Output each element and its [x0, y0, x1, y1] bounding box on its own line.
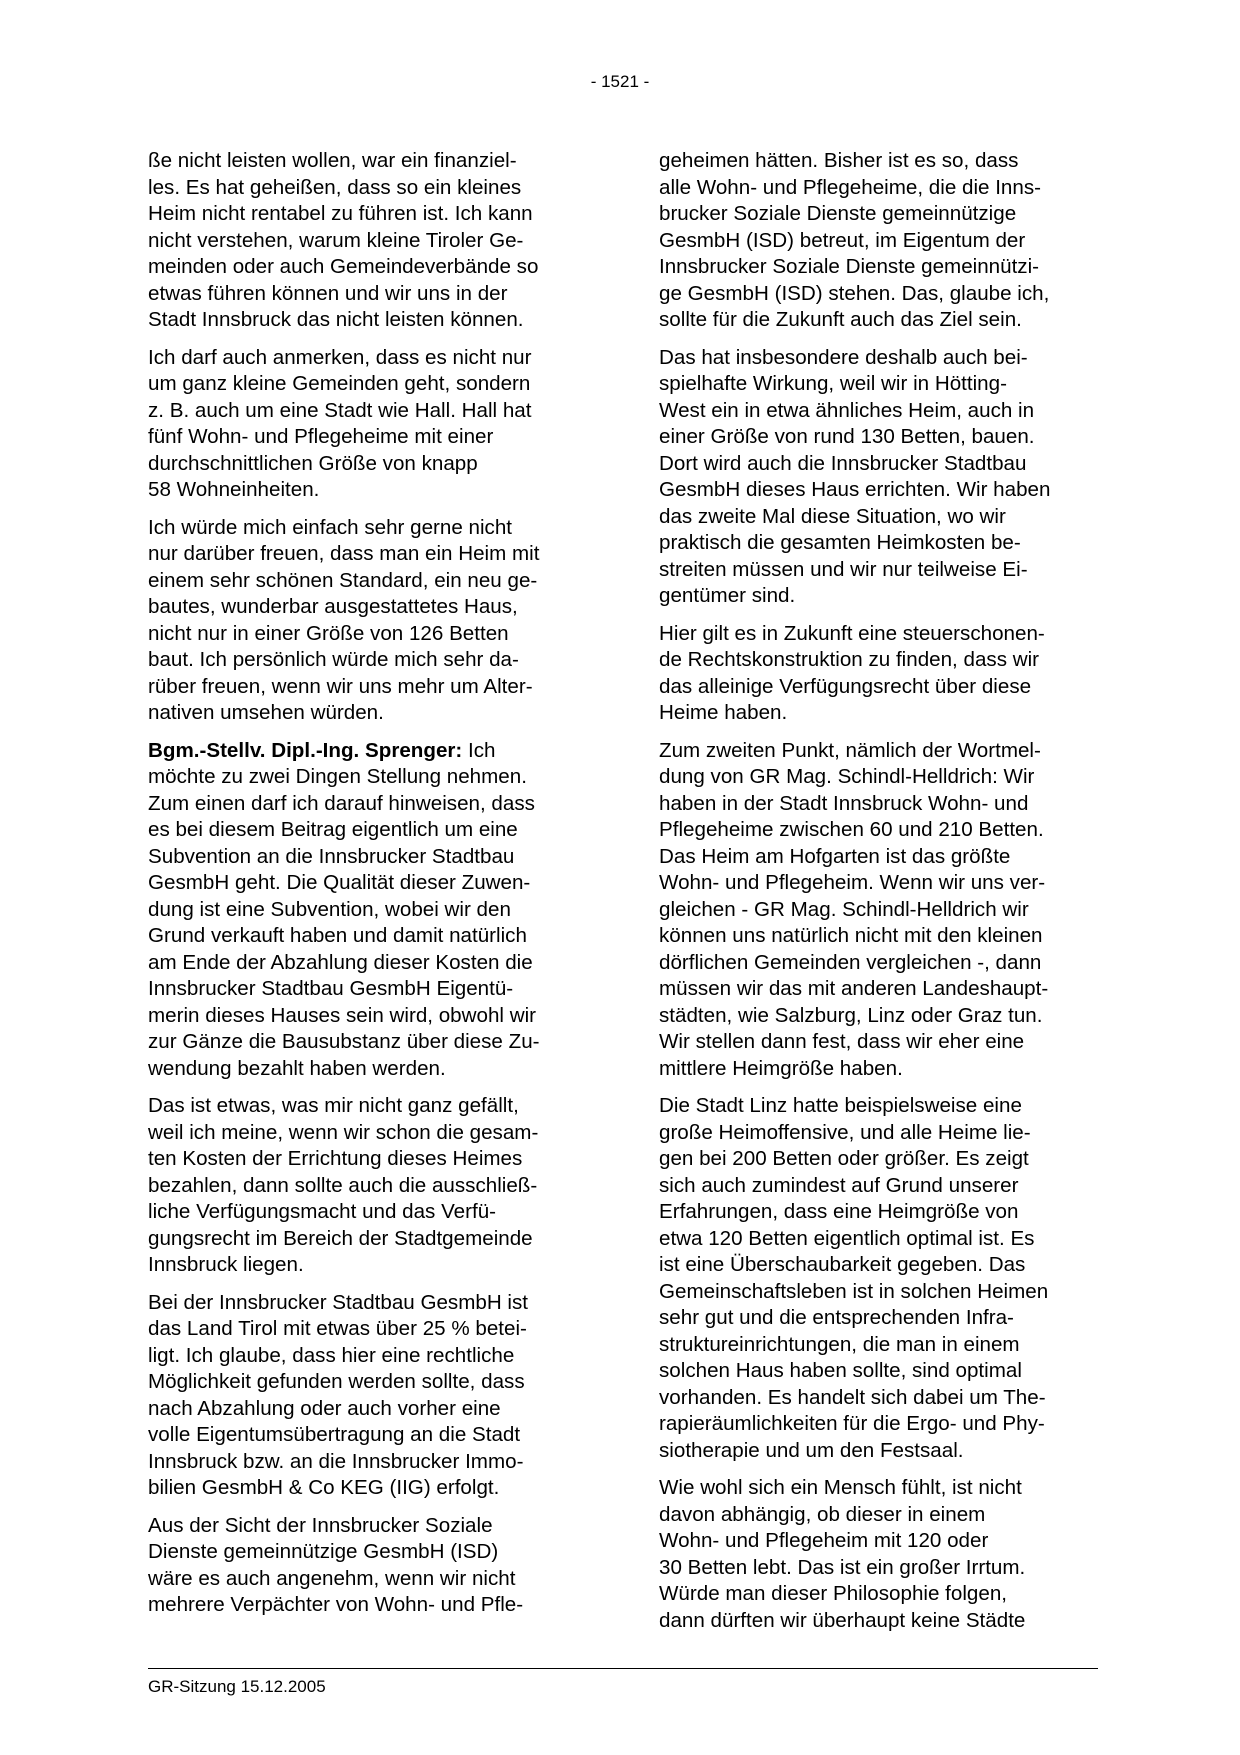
paragraph-line: Dienste gemeinnützige GesmbH (ISD): [148, 1540, 499, 1563]
paragraph-line: rüber freuen, wenn wir uns mehr um Alter-: [148, 674, 533, 698]
paragraph-line: struktureinrichtungen, die man in einem: [659, 1332, 1020, 1356]
paragraph-line: geheimen hätten. Bisher ist es so, dass: [659, 149, 1019, 172]
paragraph-line: Subvention an die Innsbrucker Stadtbau: [148, 844, 515, 868]
footer-session-date: GR-Sitzung 15.12.2005: [148, 1677, 326, 1696]
paragraph-line: meinden oder auch Gemeindeverbände so: [148, 255, 539, 278]
paragraph-line: müssen wir das mit anderen Landeshaupt-: [659, 977, 1049, 1000]
paragraph-line: GesmbH (ISD) betreut, im Eigentum der: [659, 228, 1026, 252]
paragraph-line: bautes, wunderbar ausgestattetes Haus,: [148, 595, 518, 618]
paragraph: [148, 1290, 596, 1502]
paragraph-line: solchen Haus haben sollte, sind optimal: [659, 1359, 1022, 1382]
paragraph-line: dung von GR Mag. Schindl-Helldrich: Wir: [659, 765, 1035, 788]
paragraph-line: davon abhängig, ob dieser in einem: [659, 1502, 986, 1526]
paragraph-line: dörflichen Gemeinden vergleichen -, dann: [659, 950, 1042, 974]
paragraph-line: fünf Wohn- und Pflegeheime mit einer: [148, 425, 494, 448]
paragraph-line: wendung bezahlt haben werden.: [148, 1056, 446, 1080]
paragraph-line: GesmbH dieses Haus errichten. Wir haben: [659, 478, 1051, 501]
paragraph-line: nicht nur in einer Größe von 126 Betten: [148, 621, 509, 645]
paragraph-line: Aus der Sicht der Innsbrucker Soziale: [148, 1513, 493, 1537]
paragraph-line: Das ist etwas, was mir nicht ganz gefällt,: [148, 1094, 519, 1117]
paragraph-line: bilien GesmbH & Co KEG (IIG) erfolgt.: [148, 1476, 500, 1499]
paragraph: [659, 621, 1107, 727]
paragraph-line: merin dieses Hauses sein wird, obwohl wir: [148, 1003, 537, 1027]
paragraph-line: Ich darf auch anmerken, dass es nicht nur: [148, 345, 532, 369]
paragraph-line: Heime haben.: [659, 701, 788, 724]
paragraph-line: spielhafte Wirkung, weil wir in Hötting-: [659, 372, 1007, 395]
paragraph-line: einem sehr schönen Standard, ein neu ge-: [148, 568, 538, 592]
paragraph-line: nativen umsehen würden.: [148, 701, 384, 724]
paragraph: [148, 1513, 596, 1619]
paragraph-line: das Land Tirol mit etwas über 25 % betei-: [148, 1317, 527, 1340]
paragraph-line: liche Verfügungsmacht und das Verfü-: [148, 1200, 497, 1223]
paragraph-line: ligt. Ich glaube, dass hier eine rechtliche: [148, 1343, 515, 1367]
paragraph-line: durchschnittlichen Größe von knapp: [148, 451, 478, 475]
paragraph-line: haben in der Stadt Innsbruck Wohn- und: [659, 791, 1029, 815]
paragraph-line: les. Es hat geheißen, dass so ein kleines: [148, 175, 522, 199]
paragraph-line: Innsbrucker Soziale Dienste gemeinnützi-: [659, 255, 1040, 278]
paragraph: [148, 1093, 596, 1279]
paragraph-line: praktisch die gesamten Heimkosten be-: [659, 531, 1021, 554]
paragraph-line: Gemeinschaftsleben ist in solchen Heimen: [659, 1279, 1049, 1303]
paragraph-line: Erfahrungen, dass eine Heimgröße von: [659, 1200, 1019, 1223]
paragraph-line: sollte für die Zukunft auch das Ziel sein.: [659, 308, 1022, 331]
paragraph-line: Wohn- und Pflegeheim mit 120 oder: [659, 1529, 989, 1552]
footer-divider: [148, 1668, 1098, 1669]
paragraph-line: möchte zu zwei Dingen Stellung nehmen.: [148, 765, 527, 788]
speaker-line-rest: Ich: [468, 738, 496, 762]
paragraph-line: es bei diesem Beitrag eigentlich um eine: [148, 818, 518, 841]
paragraph-line: etwa 120 Betten eigentlich optimal ist. Es: [659, 1226, 1035, 1250]
paragraph-line: ten Kosten der Errichtung dieses Heimes: [148, 1147, 523, 1170]
paragraph-line: brucker Soziale Dienste gemeinnützige: [659, 202, 1017, 225]
paragraph-line: Ich würde mich einfach sehr gerne nicht: [148, 515, 513, 539]
paragraph-line: Innsbrucker Stadtbau GesmbH Eigentü-: [148, 977, 514, 1000]
paragraph-line: städten, wie Salzburg, Linz oder Graz tun.: [659, 1003, 1043, 1027]
paragraph: [659, 148, 1107, 334]
paragraph-line: um ganz kleine Gemeinden geht, sondern: [148, 372, 531, 395]
paragraph-line: einer Größe von rund 130 Betten, bauen.: [659, 425, 1035, 448]
paragraph-line: mehrere Verpächter von Wohn- und Pfle-: [148, 1593, 524, 1616]
paragraph-line: Wohn- und Pflegeheim. Wenn wir uns ver-: [659, 871, 1046, 894]
paragraph-line: dung ist eine Subvention, wobei wir den: [148, 897, 511, 921]
paragraph-line: Heim nicht rentabel zu führen ist. Ich kann: [148, 202, 533, 225]
paragraph-line: ße nicht leisten wollen, war ein finanziel-: [148, 149, 517, 172]
paragraph: [659, 1093, 1107, 1464]
paragraph-line: baut. Ich persönlich würde mich sehr da-: [148, 648, 519, 671]
paragraph-line: am Ende der Abzahlung dieser Kosten die: [148, 950, 533, 974]
paragraph-line: Stadt Innsbruck das nicht leisten können.: [148, 308, 524, 331]
speaker-name: Bgm.-Stellv. Dipl.-Ing. Sprenger:: [148, 738, 463, 762]
paragraph-line: rapieräumlichkeiten für die Ergo- und Phy-: [659, 1412, 1045, 1435]
paragraph-line: Dort wird auch die Innsbrucker Stadtbau: [659, 451, 1027, 475]
paragraph: [659, 738, 1107, 1083]
paragraph-line: können uns natürlich nicht mit den kleinen: [659, 924, 1043, 947]
paragraph-line: Würde man dieser Philosophie folgen,: [659, 1582, 1008, 1605]
paragraph-line: ge GesmbH (ISD) stehen. Das, glaube ich,: [659, 281, 1050, 305]
paragraph-line: volle Eigentumsübertragung an die Stadt: [148, 1423, 521, 1446]
paragraph-line: bezahlen, dann sollte auch die ausschließ-: [148, 1173, 538, 1197]
paragraph-line: Innsbruck bzw. an die Innsbrucker Immo-: [148, 1449, 524, 1473]
paragraph-line: etwas führen können und wir uns in der: [148, 281, 508, 305]
paragraph-line: 58 Wohneinheiten.: [148, 478, 320, 501]
paragraph-line: Wir stellen dann fest, dass wir eher eine: [659, 1030, 1025, 1053]
paragraph-line: Grund verkauft haben und damit natürlich: [148, 924, 527, 947]
paragraph-line: West ein in etwa ähnliches Heim, auch in: [659, 398, 1035, 422]
paragraph-line: gleichen - GR Mag. Schindl-Helldrich wir: [659, 897, 1029, 921]
paragraph-line: Bei der Innsbrucker Stadtbau GesmbH ist: [148, 1290, 529, 1314]
paragraph-line: sich auch zumindest auf Grund unserer: [659, 1173, 1019, 1197]
paragraph-line: Zum zweiten Punkt, nämlich der Wortmel-: [659, 738, 1041, 762]
paragraph-line: nicht verstehen, warum kleine Tiroler Ge-: [148, 228, 524, 252]
paragraph-line: Das Heim am Hofgarten ist das größte: [659, 844, 1011, 868]
paragraph-line: ist eine Überschaubarkeit gegeben. Das: [659, 1253, 1026, 1276]
paragraph-line: das zweite Mal diese Situation, wo wir: [659, 504, 1006, 528]
paragraph-line: mittlere Heimgröße haben.: [659, 1056, 903, 1080]
paragraph-line: GesmbH geht. Die Qualität dieser Zuwen-: [148, 871, 531, 894]
paragraph: [659, 1475, 1107, 1634]
text-column-right: [659, 148, 1107, 1645]
paragraph-line: z. B. auch um eine Stadt wie Hall. Hall hat: [148, 398, 532, 422]
paragraph: [148, 345, 596, 504]
paragraph-line: Zum einen darf ich darauf hinweisen, dass: [148, 791, 535, 815]
paragraph-line: gentümer sind.: [659, 584, 796, 607]
paragraph-line: sehr gut und die entsprechenden Infra-: [659, 1306, 1014, 1329]
paragraph: [148, 738, 596, 1083]
paragraph-line: Innsbruck liegen.: [148, 1253, 304, 1276]
paragraph-line: de Rechtskonstruktion zu finden, dass wir: [659, 648, 1040, 671]
paragraph-line: Das hat insbesondere deshalb auch bei-: [659, 345, 1028, 369]
paragraph-line: weil ich meine, wenn wir schon die gesam-: [148, 1120, 539, 1144]
paragraph-line: Möglichkeit gefunden werden sollte, dass: [148, 1370, 525, 1393]
paragraph: [148, 148, 596, 334]
paragraph-line: gungsrecht im Bereich der Stadtgemeinde: [148, 1226, 533, 1250]
paragraph-line: alle Wohn- und Pflegeheime, die die Inns-: [659, 175, 1041, 199]
paragraph-line: Wie wohl sich ein Mensch fühlt, ist nicht: [659, 1476, 1022, 1499]
paragraph-line: [148, 738, 596, 765]
paragraph-line: streiten müssen und wir nur teilweise Ei-: [659, 557, 1028, 581]
paragraph: [148, 515, 596, 727]
text-column-left: [148, 148, 596, 1630]
paragraph-line: zur Gänze die Bausubstanz über diese Zu-: [148, 1030, 540, 1053]
paragraph-line: Pflegeheime zwischen 60 und 210 Betten.: [659, 818, 1044, 841]
paragraph-line: wäre es auch angenehm, wenn wir nicht: [148, 1566, 516, 1590]
page-number: - 1521 -: [590, 72, 650, 91]
paragraph-line: dann dürften wir überhaupt keine Städte: [659, 1608, 1026, 1632]
paragraph-line: nur darüber freuen, dass man ein Heim mit: [148, 542, 540, 565]
paragraph-line: 30 Betten lebt. Das ist ein großer Irrtum.: [659, 1555, 1026, 1579]
paragraph: [659, 345, 1107, 610]
paragraph-line: vorhanden. Es handelt sich dabei um The-: [659, 1385, 1046, 1409]
paragraph-line: das alleinige Verfügungsrecht über diese: [659, 674, 1032, 698]
paragraph-line: Hier gilt es in Zukunft eine steuerschonen-: [659, 621, 1045, 645]
paragraph-line: gen bei 200 Betten oder größer. Es zeigt: [659, 1147, 1029, 1170]
paragraph-line: Die Stadt Linz hatte beispielsweise eine: [659, 1094, 1022, 1117]
paragraph-line: nach Abzahlung oder auch vorher eine: [148, 1396, 501, 1420]
paragraph-line: große Heimoffensive, und alle Heime lie-: [659, 1120, 1031, 1144]
paragraph-line: siotherapie und um den Festsaal.: [659, 1438, 964, 1462]
